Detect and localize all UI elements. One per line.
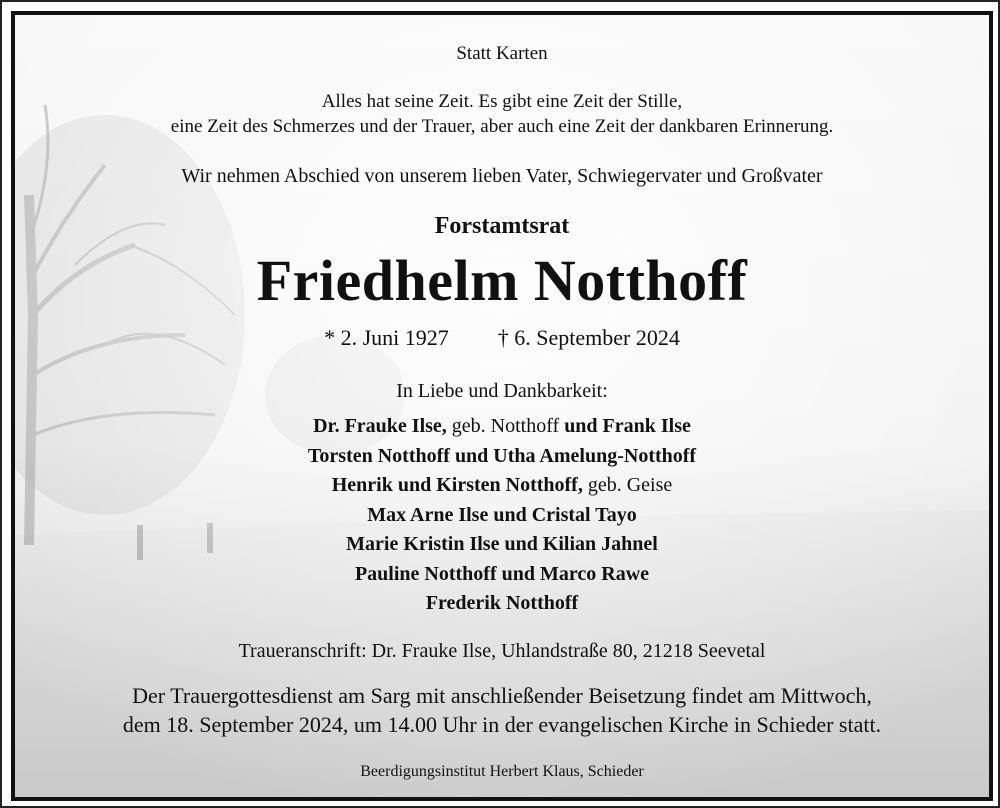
intro-text: Wir nehmen Abschied von unserem lieben Vater, Schwiegervater und Großvater — [181, 165, 823, 187]
family-name: Pauline Notthoff und Marco Rawe — [354, 562, 650, 585]
quote-line-1: Alles hat seine Zeit. Es gibt eine Zeit der Stille, — [321, 91, 683, 112]
family-name: Henrik und Kirsten Notthoff, — [331, 474, 583, 496]
birth-date: * 2. Juni 1927 — [324, 325, 449, 350]
mourning-address: Traueranschrift: Dr. Frauke Ilse, Uhlandstraße 80, 21218 Seevetal — [238, 640, 766, 662]
family-line — [15, 474, 989, 497]
family-line — [15, 415, 989, 438]
family-name: Marie Kristin Ilse und Kilian Jahnel — [346, 533, 658, 555]
family-line — [15, 592, 989, 615]
deceased-name: Friedhelm Notthoff — [256, 248, 748, 313]
family-line — [15, 563, 989, 586]
service-line-1: Der Trauergottesdienst am Sarg mit anschließender Beisetzung findet am Mittwoch, — [132, 683, 872, 708]
family-note: geb. Geise — [582, 474, 673, 496]
family-line — [15, 504, 989, 527]
family-line — [15, 445, 989, 468]
title-rank: Forstamtsrat — [434, 213, 570, 239]
family-line — [15, 533, 989, 556]
family-note: geb. Notthoff — [446, 415, 565, 437]
header-statt-karten: Statt Karten — [456, 43, 548, 64]
family-name: Frederik Notthoff — [425, 592, 579, 614]
love-line: In Liebe und Dankbarkeit: — [396, 380, 608, 402]
quote-line-2: eine Zeit des Schmerzes und der Trauer, aber auch eine Zeit der dankbaren Erinnerung. — [170, 116, 834, 137]
obituary-card — [11, 11, 993, 801]
family-name: und Frank Ilse — [564, 415, 691, 437]
family-name: Dr. Frauke Ilse, — [313, 415, 447, 437]
service-line-2: dem 18. September 2024, um 14.00 Uhr in der evangelischen Kirche in Schieder statt. — [122, 712, 882, 737]
funeral-home: Beerdigungsinstitut Herbert Klaus, Schieder — [360, 763, 644, 780]
death-date: † 6. September 2024 — [497, 325, 680, 350]
family-name: Max Arne Ilse und Cristal Tayo — [367, 503, 637, 526]
life-dates — [15, 325, 989, 351]
family-name: Torsten Notthoff und Utha Amelung-Notthoff — [307, 444, 697, 467]
